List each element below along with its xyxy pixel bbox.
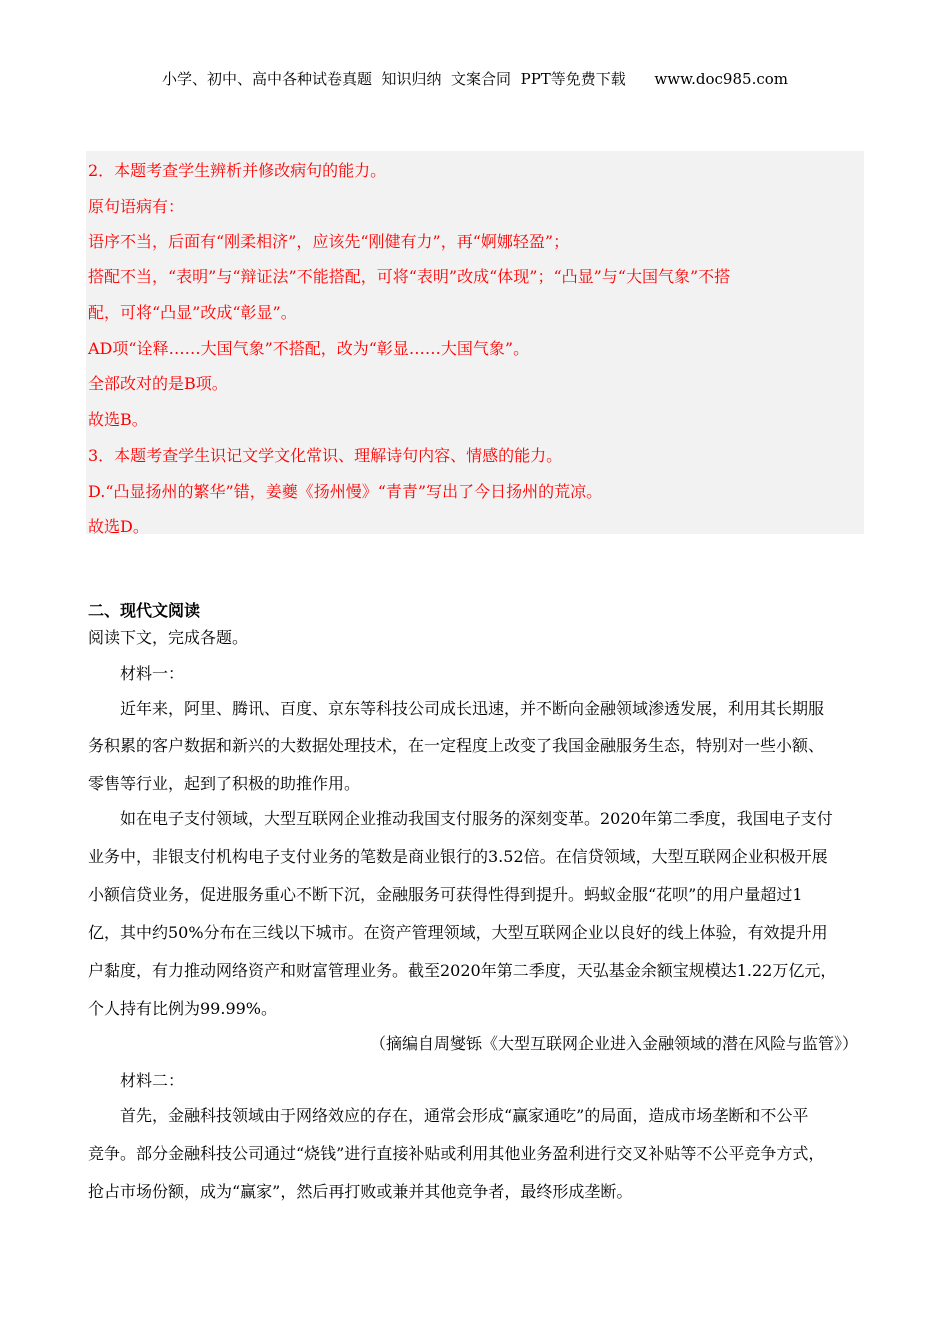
material1-label: 材料一： [120,664,185,683]
paragraph-line: 小额信贷业务，促进服务重心不断下沉，金融服务可获得性得到提升。蚂蚁金服“花呗”的用户量超过1 [88,885,803,904]
paragraph-line: 如在电子支付领域，大型互联网企业推动我国支付服务的深刻变革。2020年第二季度，我国电子支付 [120,809,833,828]
material2-label: 材料二： [120,1071,185,1090]
answer-line: 2．本题考查学生辨析并修改病句的能力。 [88,161,387,180]
answer-line: 搭配不当，“表明”与“辩证法”不能搭配，可将“表明”改成“体现”；“凸显”与“大国气象”不搭 [88,267,731,286]
answer-line: 全部改对的是B项。 [88,374,228,393]
section-title: 二、现代文阅读 [88,601,201,620]
instruction: 阅读下文，完成各题。 [88,628,249,647]
paragraph-line: 户黏度，有力推动网络资产和财富管理业务。截至2020年第二季度，天弘基金余额宝规模达1.22万亿元， [88,961,837,980]
source-citation: （摘编自周燮铄《大型互联网企业进入金融领域的潜在风险与监管》） [369,1034,858,1053]
paragraph-line: 竞争。部分金融科技公司通过“烧钱”进行直接补贴或利用其他业务盈利进行交叉补贴等不公平竞争方式， [88,1144,825,1163]
paragraph-line: 亿，其中约50%分布在三线以下城市。在资产管理领域，大型互联网企业以良好的线上体验，有效提升用 [88,923,828,942]
answer-line: 故选D。 [88,517,149,536]
answer-line: AD项“诠释……大国气象”不搭配，改为“彰显……大国气象”。 [88,339,530,358]
answer-line: D.“凸显扬州的繁华”错，姜夔《扬州慢》“青青”写出了今日扬州的荒凉。 [88,482,603,501]
page-header: 小学、初中、高中各种试卷真题 知识归纳 文案合同 PPT等免费下载 www.doc985.com [161,70,788,88]
answer-line: 原句语病有： [88,197,185,216]
paragraph-line: 抢占市场份额，成为“赢家”，然后再打败或兼并其他竞争者，最终形成垄断。 [88,1182,633,1201]
paragraph-line: 近年来，阿里、腾讯、百度、京东等科技公司成长迅速，并不断向金融领域渗透发展，利用其长期服 [120,699,825,718]
paragraph-line: 业务中，非银支付机构电子支付业务的笔数是商业银行的3.52倍。在信贷领域，大型互联网企业积极开展 [88,847,828,866]
answer-line: 3．本题考查学生识记文学文化常识、理解诗句内容、情感的能力。 [88,446,563,465]
paragraph-line: 首先，金融科技领域由于网络效应的存在，通常会形成“赢家通吃”的局面，造成市场垄断和不公平 [120,1106,809,1125]
answer-line: 配，可将“凸显”改成“彰显”。 [88,303,297,322]
paragraph-line: 零售等行业，起到了积极的助推作用。 [88,774,361,793]
answer-line: 故选B。 [88,410,148,429]
paragraph-line: 个人持有比例为99.99%。 [88,999,278,1018]
paragraph-line: 务积累的客户数据和新兴的大数据处理技术，在一定程度上改变了我国金融服务生态，特别对一些小额、 [88,736,825,755]
answer-line: 语序不当，后面有“刚柔相济”，应该先“刚健有力”，再“婀娜轻盈”； [88,232,570,251]
